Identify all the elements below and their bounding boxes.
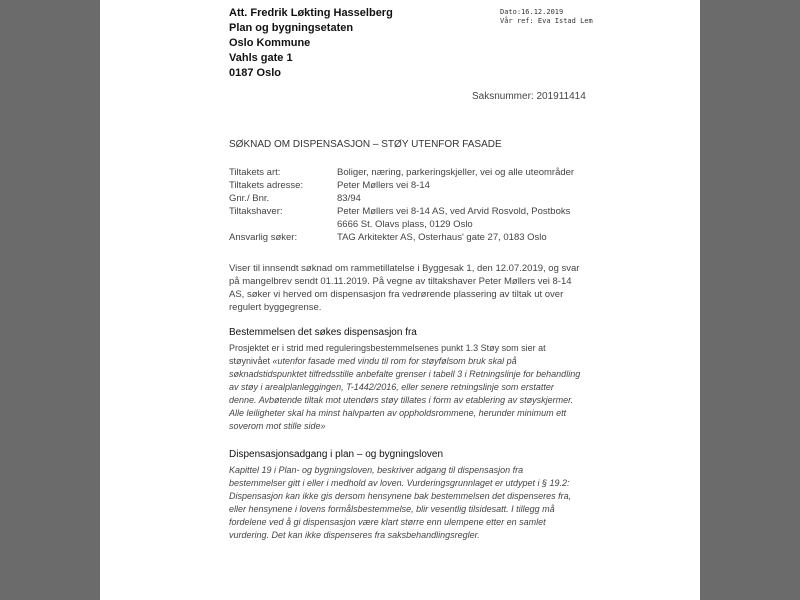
info-value: 83/94 — [337, 193, 361, 204]
intro-paragraph: Viser til innsendt søknad om rammetillatelse i Byggesak 1, den 12.07.2019, og svar på mangelbrev sendt 01.11.2019. På vegne av tiltakshaver Peter Møllers vei 8-14 AS, søker vi herved om dispensasjon fra vedrørende plassering av tiltak ut over regulert byggegrense. — [229, 263, 580, 313]
info-label: Gnr./ Bnr. — [229, 193, 270, 204]
letter-reference: Vår ref: Eva Istad Lem — [500, 17, 593, 25]
info-label: Ansvarlig søker: — [229, 232, 298, 243]
info-row-art — [229, 166, 589, 179]
info-value: Peter Møllers vei 8-14 — [337, 180, 430, 191]
section-title-dispensasjonsadgang: Dispensasjonsadgang i plan – og bygningsloven — [229, 449, 444, 460]
info-value: TAG Arkitekter AS, Osterhaus' gate 27, 0183 Oslo — [337, 232, 547, 243]
recipient-line: 0187 Oslo — [229, 67, 281, 79]
info-label: Tiltakets art: — [229, 167, 281, 178]
letter-meta — [500, 8, 593, 26]
letter-page — [100, 0, 700, 600]
recipient-line: Att. Fredrik Løkting Hasselberg — [229, 7, 393, 19]
info-label: Tiltakshaver: — [229, 206, 283, 217]
info-label: Tiltakets adresse: — [229, 180, 304, 191]
project-info — [229, 166, 589, 244]
recipient-line: Plan og bygningsetaten — [229, 22, 354, 34]
section-title-bestemmelsen: Bestemmelsen det søkes dispensasjon fra — [229, 327, 417, 338]
letter-date: Dato:16.12.2019 — [500, 8, 564, 16]
recipient-address — [229, 6, 393, 81]
info-row-adresse — [229, 179, 589, 192]
recipient-line: Oslo Kommune — [229, 37, 311, 49]
section-body-dispensasjonsadgang — [229, 464, 581, 542]
regulation-quote: «utenfor fasade med vindu til rom for støyfølsom bruk skal på søknadstidspunktet tilfredsstille anbefalte grenser i tabell 3 i Retningslinje for behandling av støy i arealplanleggingen, T-1442/2016, eller senere retningslinje som erstatter denne. Avbøtende tiltak mot utendørs støy tillates i form av etablering av støyskjermer. Alle leiligheter skal ha minst halvparten av oppholdsrommene, herunder minimum ett soverom mot stille side» — [229, 356, 581, 431]
law-text: Kapittel 19 i Plan- og bygningsloven, beskriver adgang til dispensasjon fra bestemmelser gitt i eller i medhold av loven. Vurderingsgrunnlaget er utdypet i § 19.2: Dispensasjon kan ikke gis dersom hensynene bak bestemmelsen det dispenseres fra, eller hensynene i lovens formålsbestemmelse, blir vesentlig tilsidesatt. I tillegg må fordelene ved å gi dispensasjon være klart større enn ulempene etter en samlet vurdering. Det kan ikke dispenseres fra saksbehandlingsregler. — [229, 465, 572, 540]
info-value: Peter Møllers vei 8-14 AS, ved Arvid Rosvold, Postboks 6666 St. Olavs plass, 0129 Oslo — [337, 206, 571, 230]
recipient-line: Vahls gate 1 — [229, 52, 293, 64]
letter-subject: SØKNAD OM DISPENSASJON – STØY UTENFOR FASADE — [229, 139, 502, 150]
info-row-tiltakshaver — [229, 205, 589, 231]
info-row-gnr — [229, 192, 589, 205]
info-row-soker — [229, 231, 589, 244]
section-intro-text: Prosjektet er i strid med reguleringsbestemmelsenes punkt 1.3 Støy som sier at støynivået — [229, 343, 546, 366]
case-number: Saksnummer: 201911414 — [472, 91, 586, 102]
section-body-bestemmelsen — [229, 342, 581, 433]
info-value: Boliger, næring, parkeringskjeller, vei og alle uteområder — [337, 167, 575, 178]
